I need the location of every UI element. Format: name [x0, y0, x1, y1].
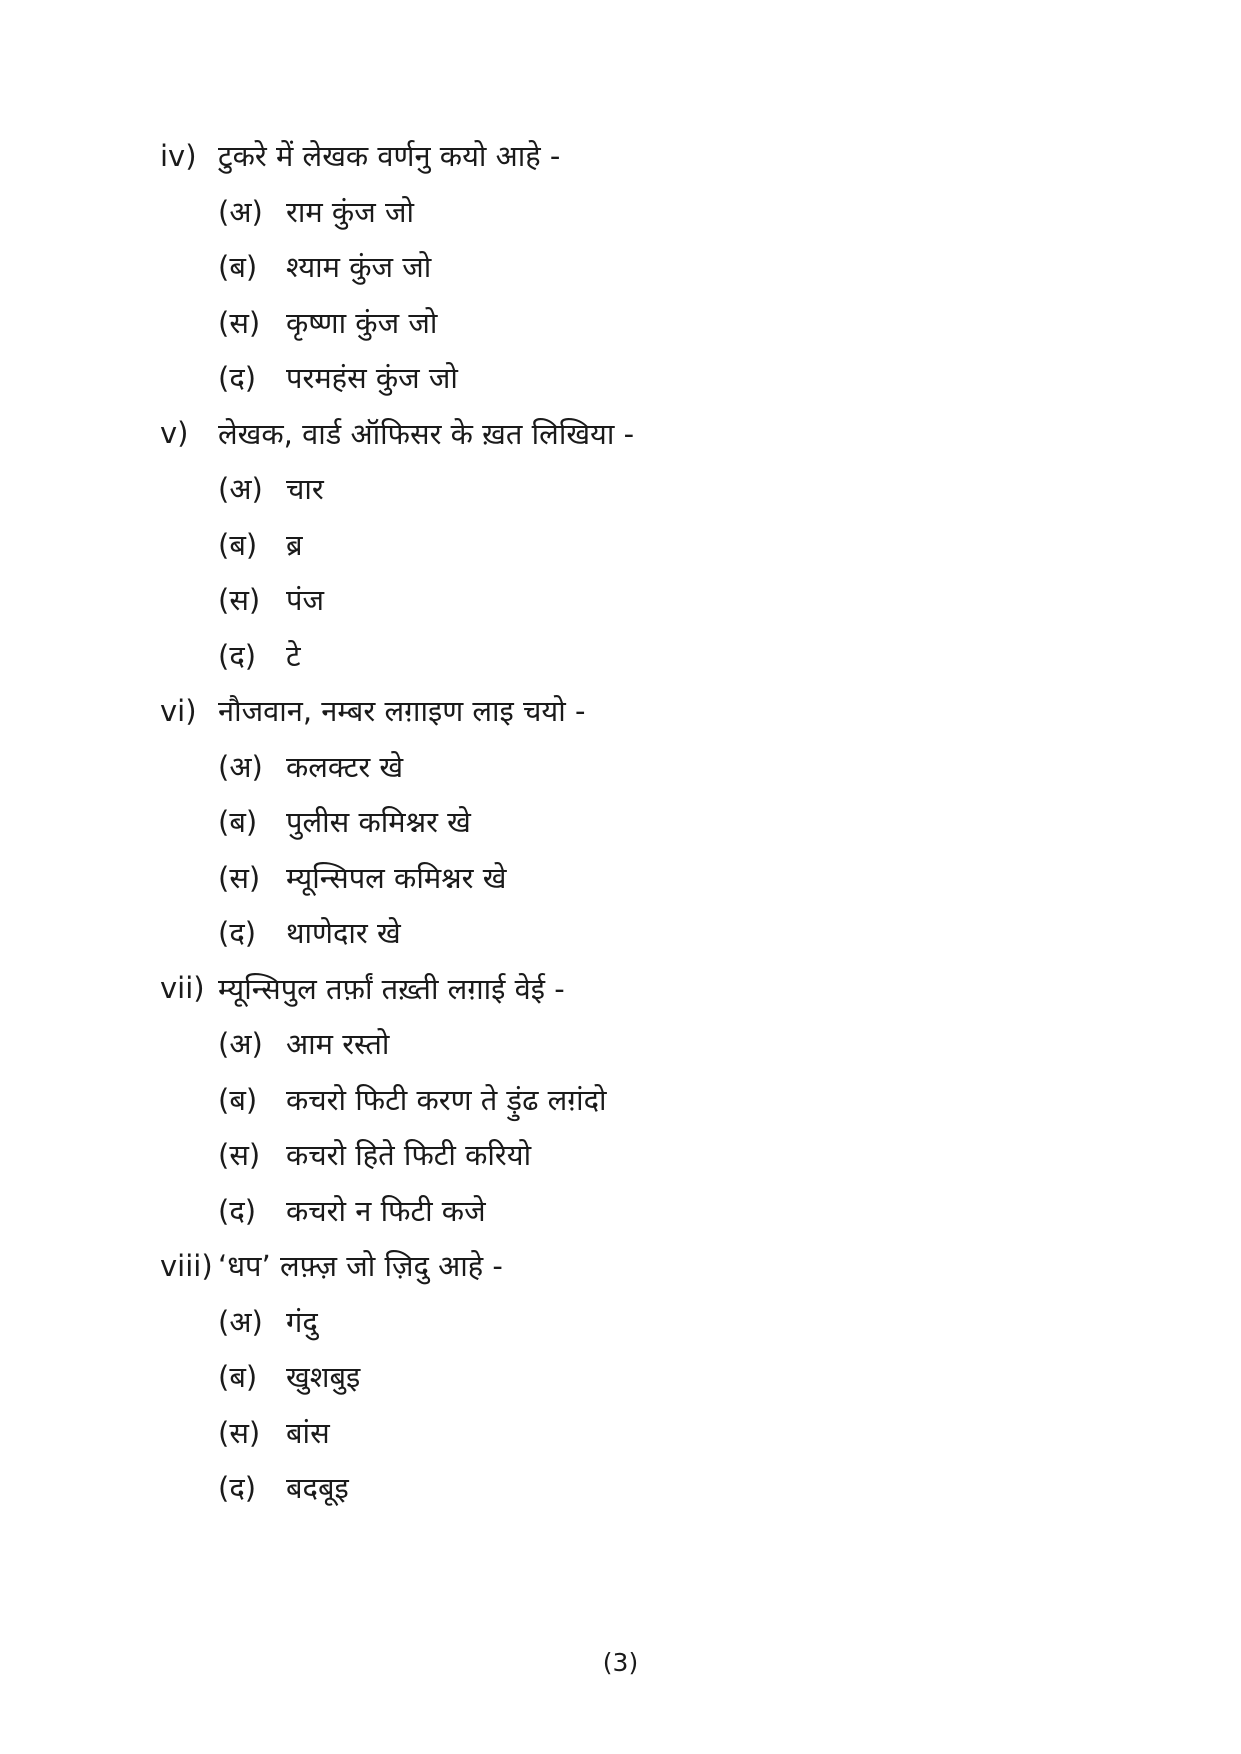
option-a — [160, 184, 1060, 240]
option-c — [160, 850, 1060, 906]
question-number: viii) — [160, 1248, 213, 1283]
option-text: श्याम कुंज जो — [286, 250, 432, 285]
option-d — [160, 905, 1060, 961]
option-text: बांस — [286, 1415, 330, 1450]
option-text: गंदु — [286, 1304, 318, 1339]
option-label: (अ) — [218, 1304, 263, 1339]
option-label: (स) — [218, 860, 261, 895]
option-b — [160, 239, 1060, 295]
option-d — [160, 350, 1060, 406]
option-a — [160, 461, 1060, 517]
option-label: (द) — [218, 638, 257, 673]
question-text: म्यून्सिपुल तर्फ़ां तख़्ती लग़ाई वेई - — [218, 971, 565, 1006]
option-b — [160, 794, 1060, 850]
question-vi — [160, 683, 1060, 961]
option-text: कचरो हिते फिटी करियो — [286, 1138, 532, 1173]
question-line — [160, 128, 1060, 184]
option-text: आम रस्तो — [286, 1027, 390, 1062]
option-c — [160, 295, 1060, 351]
option-label: (अ) — [218, 749, 263, 784]
question-line — [160, 1238, 1060, 1294]
option-text: म्यून्सिपल कमिश्नर खे — [286, 860, 507, 895]
question-text: नौजवान, नम्बर लग़ाइण लाइ चयो - — [218, 694, 586, 729]
option-a — [160, 1294, 1060, 1350]
question-number: iv) — [160, 138, 197, 173]
option-text: थाणेदार खे — [286, 916, 401, 951]
option-text: पुलीस कमिश्नर खे — [286, 805, 471, 840]
option-a — [160, 1016, 1060, 1072]
option-label: (द) — [218, 1471, 257, 1506]
option-text: कचरो न फिटी कजे — [286, 1193, 486, 1228]
option-label: (ब) — [218, 527, 258, 562]
option-label: (ब) — [218, 805, 258, 840]
question-text: टुकरे में लेखक वर्णनु कयो आहे - — [218, 139, 561, 174]
option-label: (द) — [218, 1193, 257, 1228]
option-text: बदबूइ — [286, 1471, 349, 1506]
option-b — [160, 517, 1060, 573]
question-line — [160, 406, 1060, 462]
option-text: ब्र — [286, 527, 303, 562]
option-label: (द) — [218, 361, 257, 396]
page-number: (3) — [602, 1648, 639, 1677]
question-number: vi) — [160, 693, 197, 728]
option-a — [160, 739, 1060, 795]
option-label: (ब) — [218, 1082, 258, 1117]
option-label: (अ) — [218, 1027, 263, 1062]
option-c — [160, 1405, 1060, 1461]
question-vii — [160, 961, 1060, 1239]
option-text: परमहंस कुंज जो — [286, 361, 458, 396]
question-line — [160, 961, 1060, 1017]
option-list — [160, 461, 1060, 683]
option-d — [160, 628, 1060, 684]
question-text: ‘धप’ लफ़्ज़ जो ज़िदु आहे - — [218, 1249, 503, 1284]
option-label: (स) — [218, 305, 261, 340]
option-text: कृष्णा कुंज जो — [286, 305, 438, 340]
question-text: लेखक, वार्ड ऑफिसर के ख़त लिखिया - — [218, 416, 635, 451]
option-list — [160, 1294, 1060, 1516]
option-text: कचरो फिटी करण ते ड़ुंढ लग़ंदो — [286, 1082, 607, 1117]
option-text: पंज — [286, 583, 324, 618]
option-b — [160, 1072, 1060, 1128]
option-label: (अ) — [218, 472, 263, 507]
option-label: (द) — [218, 916, 257, 951]
option-label: (स) — [218, 1138, 261, 1173]
question-list — [160, 128, 1060, 1516]
option-list — [160, 184, 1060, 406]
option-d — [160, 1183, 1060, 1239]
option-list — [160, 739, 1060, 961]
option-text: कलक्टर खे — [286, 749, 404, 784]
question-viii — [160, 1238, 1060, 1516]
option-label: (ब) — [218, 1360, 258, 1395]
question-v — [160, 406, 1060, 684]
option-c — [160, 572, 1060, 628]
option-b — [160, 1349, 1060, 1405]
question-number: vii) — [160, 971, 205, 1006]
question-number: v) — [160, 416, 189, 451]
option-text: खुशबुइ — [286, 1360, 361, 1395]
option-c — [160, 1127, 1060, 1183]
question-line — [160, 683, 1060, 739]
option-list — [160, 1016, 1060, 1238]
option-label: (स) — [218, 583, 261, 618]
option-label: (ब) — [218, 250, 258, 285]
option-label: (स) — [218, 1415, 261, 1450]
option-text: टे — [286, 638, 301, 673]
option-d — [160, 1460, 1060, 1516]
option-text: राम कुंज जो — [286, 194, 414, 229]
option-text: चार — [286, 472, 324, 507]
option-label: (अ) — [218, 194, 263, 229]
question-iv — [160, 128, 1060, 406]
